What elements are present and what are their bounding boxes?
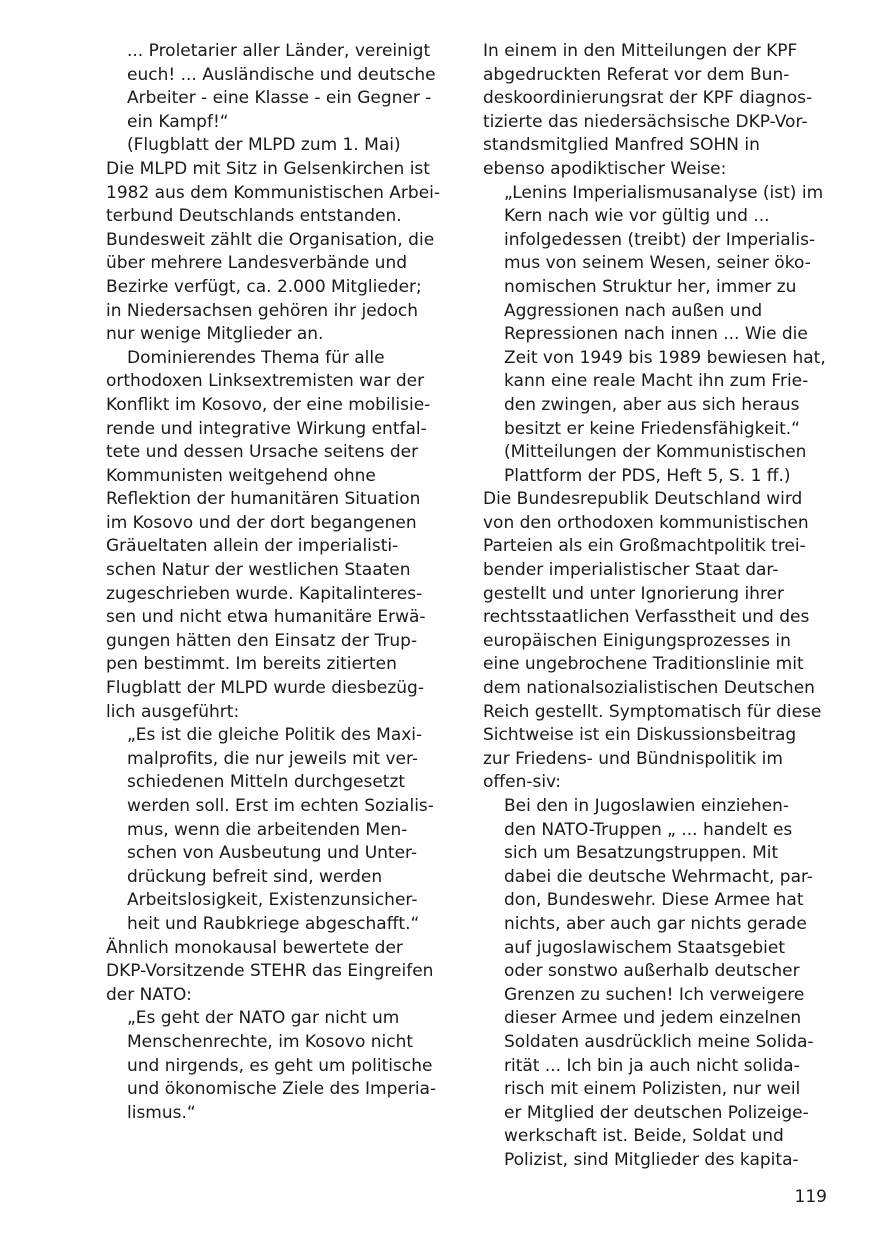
text-line: er Mitglied der deutschen Polizeige-: [504, 1102, 809, 1123]
text-line: (Mitteilungen der Kommunistischen: [504, 442, 807, 463]
text-line: werkschaft ist. Beide, Soldat und: [504, 1126, 784, 1147]
text-line: eine ungebrochene Traditionslinie mit: [483, 654, 804, 675]
text-line: Arbeiter - eine Klasse - ein Gegner -: [127, 88, 432, 109]
text-line: sich um Besatzungstruppen. Mit: [504, 843, 779, 864]
text-line: über mehrere Landesverbände und: [106, 253, 408, 274]
text-line: dieser Armee und jedem einzelnen: [504, 1008, 802, 1029]
text-line: Aggressionen nach außen und: [504, 300, 763, 321]
text-line: Die Bundesrepublik Deutschland wird: [483, 489, 803, 510]
text-line: deskoordinierungsrat der KPF diagnos-: [483, 88, 813, 109]
text-line: Konflikt im Kosovo, der eine mobilisie-: [106, 394, 431, 415]
text-line: Soldaten ausdrücklich meine Solida-: [504, 1031, 814, 1052]
text-line: zugeschrieben wurde. Kapitalinteres-: [106, 583, 423, 604]
text-line: Sichtweise ist ein Diskussionsbeitrag: [483, 725, 797, 746]
text-line: standsmitglied Manfred SOHN in: [483, 135, 760, 156]
text-line: Ähnlich monokausal bewertete der: [106, 937, 403, 958]
text-line: don, Bundeswehr. Diese Armee hat: [504, 890, 804, 911]
text-line: schiedenen Mitteln durchgesetzt: [127, 772, 406, 793]
text-line: tizierte das niedersächsische DKP-Vor-: [483, 111, 808, 132]
text-line: risch mit einem Polizisten, nur weil: [504, 1079, 801, 1100]
text-line: Kommunisten weitgehend ohne: [106, 465, 376, 486]
text-line: nichts, aber auch gar nichts gerade: [504, 913, 807, 934]
text-line: Plattform der PDS, Heft 5, S. 1 ff.): [504, 465, 791, 486]
text-line: dabei die deutsche Wehrmacht, par-: [504, 866, 814, 887]
text-line: kann eine reale Macht ihn zum Frie-: [504, 371, 809, 392]
text-line: offen-siv:: [483, 772, 561, 793]
text-line: pen bestimmt. Im bereits zitierten: [106, 654, 397, 675]
text-line: in Niedersachsen gehören ihr jedoch: [106, 300, 418, 321]
text-line: rende und integrative Wirkung entfal-: [106, 418, 427, 439]
text-line: dem nationalsozialistischen Deutschen: [483, 678, 815, 699]
text-line: mus von seinem Wesen, seiner öko-: [504, 253, 811, 274]
text-line: lismus.“: [127, 1102, 196, 1123]
text-line: oder sonstwo außerhalb deutscher: [504, 961, 800, 982]
text-line: Grenzen zu suchen! Ich verweigere: [504, 984, 805, 1005]
text-line: DKP-Vorsitzende STEHR das Eingreifen: [106, 961, 434, 982]
text-line: euch! ... Ausländische und deutsche: [127, 64, 436, 85]
text-line: sen und nicht etwa humanitäre Erwä-: [106, 607, 426, 628]
text-line: von den orthodoxen kommunistischen: [483, 512, 809, 533]
text-line: Parteien als ein Großmachtpolitik trei-: [483, 536, 806, 557]
left-column: [106, 40, 451, 1125]
text-line: Kern nach wie vor gültig und ...: [504, 206, 770, 227]
text-line: Polizist, sind Mitglieder des kapita-: [504, 1149, 799, 1170]
text-line: der NATO:: [106, 984, 192, 1005]
text-line: Menschenrechte, im Kosovo nicht: [127, 1031, 414, 1052]
text-line: Flugblatt der MLPD wurde diesbezüg-: [106, 678, 424, 699]
text-line: In einem in den Mitteilungen der KPF: [483, 41, 798, 61]
text-line: und nirgends, es geht um politische: [127, 1055, 433, 1076]
text-line: Gräueltaten allein der imperialisti-: [106, 536, 399, 557]
text-line: europäischen Einigungsprozesses in: [483, 630, 791, 651]
text-line: heit und Raubkriege abgeschafft.“: [127, 913, 420, 934]
text-line: abgedruckten Referat vor dem Bun-: [483, 64, 790, 85]
text-line: Repressionen nach innen ... Wie die: [504, 324, 808, 345]
text-line: „Es ist die gleiche Politik des Maxi-: [127, 725, 423, 746]
text-line: bender imperialistischer Staat dar-: [483, 560, 779, 581]
text-line: den NATO-Truppen „ ... handelt es: [504, 819, 793, 840]
text-line: Zeit von 1949 bis 1989 bewiesen hat,: [504, 347, 826, 368]
text-line: rität ... Ich bin ja auch nicht solida-: [504, 1055, 800, 1076]
page-number: 119: [794, 1187, 827, 1207]
text-line: Die MLPD mit Sitz in Gelsenkirchen ist: [106, 158, 430, 179]
text-line: Reflektion der humanitären Situation: [106, 489, 421, 510]
text-line: ... Proletarier aller Länder, vereinigt: [127, 41, 431, 61]
text-line: auf jugoslawischem Staatsgebiet: [504, 937, 785, 958]
text-line: ebenso apodiktischer Weise:: [483, 158, 727, 179]
text-line: gestellt und unter Ignorierung ihrer: [483, 583, 785, 604]
text-line: infolgedessen (treibt) der Imperialis-: [504, 229, 816, 250]
text-line: nomischen Struktur her, immer zu: [504, 276, 797, 297]
text-line: werden soll. Erst im echten Sozialis-: [127, 796, 434, 816]
text-line: Bezirke verfügt, ca. 2.000 Mitglieder;: [106, 276, 422, 297]
text-line: drückung befreit sind, werden: [127, 866, 383, 887]
text-line: tete und dessen Ursache seitens der: [106, 442, 419, 463]
text-line: malprofits, die nur jeweils mit ver-: [127, 748, 419, 769]
text-line: „Es geht der NATO gar nicht um: [127, 1008, 400, 1029]
text-line: (Flugblatt der MLPD zum 1. Mai): [127, 135, 401, 156]
text-line: ein Kampf!“: [127, 111, 229, 132]
text-line: Bei den in Jugoslawien einziehen-: [504, 796, 790, 816]
text-line: lich ausgeführt:: [106, 701, 240, 722]
text-line: gungen hätten den Einsatz der Trup-: [106, 630, 418, 651]
right-column: [483, 40, 833, 1173]
text-line: Arbeitslosigkeit, Existenzunsicher-: [127, 890, 418, 911]
text-line: schen von Ausbeutung und Unter-: [127, 843, 418, 864]
text-line: Dominierendes Thema für alle: [127, 347, 385, 368]
text-line: Bundesweit zählt die Organisation, die: [106, 229, 435, 250]
text-line: orthodoxen Linksextremisten war der: [106, 371, 425, 392]
text-line: im Kosovo und der dort begangenen: [106, 512, 417, 533]
text-line: besitzt er keine Friedensfähigkeit.“: [504, 418, 800, 439]
text-line: rechtsstaatlichen Verfasstheit und des: [483, 607, 810, 628]
text-line: 1982 aus dem Kommunistischen Arbei-: [106, 182, 441, 203]
text-line: nur wenige Mitglieder an.: [106, 324, 324, 345]
text-line: und ökonomische Ziele des Imperia-: [127, 1079, 437, 1100]
text-line: Reich gestellt. Symptomatisch für diese: [483, 701, 822, 722]
text-line: mus, wenn die arbeitenden Men-: [127, 819, 408, 840]
text-line: terbund Deutschlands entstanden.: [106, 206, 402, 227]
text-line: schen Natur der westlichen Staaten: [106, 560, 411, 581]
text-line: den zwingen, aber aus sich heraus: [504, 394, 800, 415]
text-line: „Lenins Imperialismusanalyse (ist) im: [504, 182, 824, 203]
text-line: zur Friedens- und Bündnispolitik im: [483, 748, 783, 769]
